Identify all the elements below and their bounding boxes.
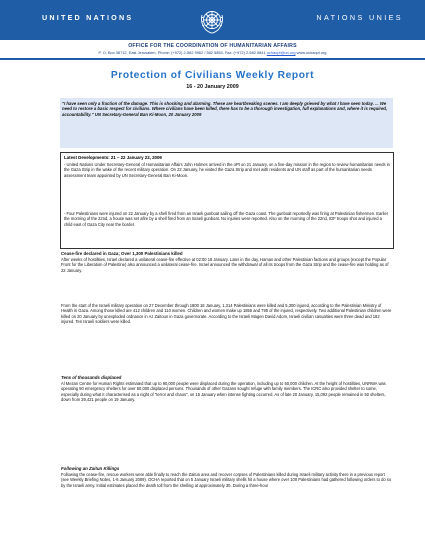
section-heading-zaitun: Following an Zaitun Killings	[61, 466, 120, 471]
latest-developments-box	[60, 152, 394, 249]
secretary-general-quote: "I have seen only a fraction of the damage. This is shocking and alarming. These are heartbreaking scenes. I am deeply grieved by what I have seen today. ... We need to restore a basic respect for civilians. Where civilians have been killed, there has to be a thorough investigation, full explanations and, where it is required, accountability." UN Secretary-General Ban Ki-Moon, 20 January 2009	[62, 101, 388, 117]
body-paragraph: Following the cease-fire, rescue workers were able finally to reach the Zaitun area and recover corpses of Palestinians killed during Israeli military activity there in a previous report (see Weekly Briefing Notes, 1-6 January 2009). OCHA reported that on 5 January Israeli military shells hit a house where over 100 Palestinians had gathered following orders to do so by the Israeli army. Initial estimates placed the death toll from the shelling at approximately 30. During a three-hour	[61, 472, 392, 488]
website-text: www.ochaopt.org	[295, 50, 327, 55]
address-text: P. O. Box 38712, East Jerusalem, Phone: (+972) 2-582 9962 / 582 5853, Fax: (+972) 2-582 5841	[98, 50, 267, 55]
body-paragraph: After weeks of hostilities, Israel declared a unilateral cease-fire effective at 02:00 18 January. Later in the day, Hamas and other Palestinian factions and groups (except the Popular Front for the Liberation of Palestine) also announced a unilateral cease-fire. Israel announced the withdrawal of all its troops from the Gaza Strip and the cease-fire was holding as of 22 January.	[61, 257, 389, 273]
office-address	[0, 50, 425, 55]
un-emblem-icon	[197, 6, 227, 36]
section-heading-displaced: Tens of thousands displaced	[61, 375, 122, 380]
un-banner	[0, 0, 425, 40]
section-heading-ceasefire: Cease-fire declared in Gaza; Over 1,300 Palestinians killed	[61, 251, 183, 256]
body-paragraph: From the start of the Israeli military operation on 27 December through 1800 18 January, 1,314 Palestinians were killed and 5,300 injured, according to the Palestinian Ministry of Health in Gaza. Among those killed are 412 children and 110 women. Children and women make up 1855 and 795 of the injured, respectively. Two additional Palestinian children were killed on 20 January by unexploded ordnance in Az Zaitoun in Gaza governorate. According to the Israeli Magen David Adom, Israeli civilian casualties were three dead and 182 injured. Ten Israeli soldiers were killed.	[61, 303, 392, 325]
header-divider	[0, 58, 425, 60]
body-paragraph: Al Mezan Centre for Human Rights estimated that up to 90,000 people were displaced during the operation, including up to 50,000 children. At the height of hostilities, UNRWA was operating 50 emergency shelters for over 50,000 displaced persons. Thousands of other Gazans sought refuge with family members. The ICRC also provided shelter to some, especially during what it characterised as a night of "terror and chaos", on 15 January when intense fighting occurred. As of late 20 January, 15,092 people remained in 50 shelters, down from 29,421 people on 19 January.	[61, 381, 386, 403]
nations-unies-label: NATIONS UNIES	[316, 13, 403, 22]
office-name: OFFICE FOR THE COORDINATION OF HUMANITARIAN AFFAIRS	[128, 43, 297, 49]
report-dates: 16 - 20 January 2009	[186, 84, 239, 90]
latest-developments-heading: Latest Developments: 21 – 22 January 22, 2009	[64, 155, 162, 160]
report-title: Protection of Civilians Weekly Report	[110, 70, 315, 81]
latest-developments-paragraph: - United Nations Under Secretary-General of Humanitarian Affairs John Holmes arrived in the oPt on 21 January, on a five-day mission in the region to review humanitarian needs in the Gaza Strip in the wake of the recent military operation. On 22 January, he visited the Gaza Strip and met with residents and UN staff as part of the humanitarian needs assessment team appointed by UN Secretary-General Ban Ki-Moon.	[64, 162, 390, 178]
latest-developments-paragraph: - Four Palestinians were injured on 22 January by a shell fired from an Israeli gunboat sailing off the Gaza coast. The gunboat reportedly was firing at Palestinian fishermen. Earlier the morning of the 22nd, a house was set afire by a shell fired from an Israeli gunboat. No injuries were reported. Also on the morning of the 22nd, IDF troops shot and injured a child east of Gaza City near the border.	[64, 211, 389, 227]
united-nations-label: UNITED NATIONS	[42, 13, 134, 22]
email-link[interactable]: ochaopt@un.org	[266, 50, 296, 55]
